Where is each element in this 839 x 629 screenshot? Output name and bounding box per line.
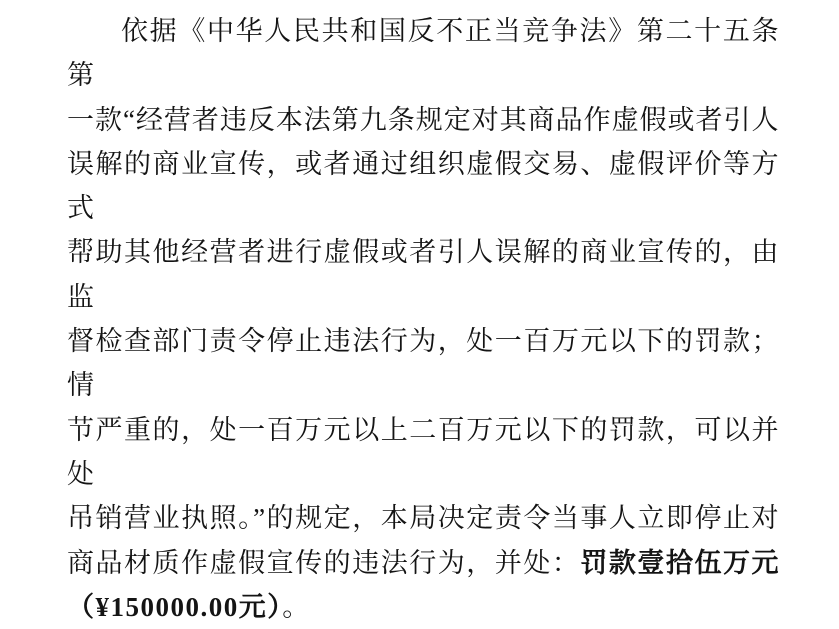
line-text: 帮助其他经营者进行虚假或者引人误解的商业宣传的，由监 (67, 237, 779, 312)
text-line-8 (67, 541, 779, 585)
paragraph-block (67, 9, 779, 629)
line-text: 一款“经营者违反本法第九条规定对其商品作虚假或者引人 (67, 104, 779, 135)
text-line-9 (67, 585, 779, 629)
text-line-5 (67, 319, 779, 408)
line-text: 吊销营业执照。”的规定，本局决定责令当事人立即停止对 (67, 503, 779, 534)
penalty-amount-text: 罚款壹拾伍万元 (580, 547, 779, 578)
line-text: 督检查部门责令停止违法行为，处一百万元以下的罚款；情 (67, 326, 779, 401)
text-line-4 (67, 230, 779, 319)
text-line-2 (67, 98, 779, 142)
penalty-amount-numeric: （¥150000.00元） (67, 591, 283, 622)
line-text: 。 (282, 591, 311, 622)
text-line-1 (67, 9, 779, 98)
text-line-7 (67, 496, 779, 540)
line-text: 误解的商业宣传，或者通过组织虚假交易、虚假评价等方式 (67, 148, 779, 224)
line-text: 节严重的，处一百万元以上二百万元以下的罚款，可以并处 (67, 414, 779, 489)
text-line-6 (67, 408, 779, 497)
line-text: 依据《中华人民共和国反不正当竞争法》第二十五条第 (67, 16, 779, 91)
text-line-3 (67, 142, 779, 231)
line-text: 商品材质作虚假宣传的违法行为，并处： (67, 547, 581, 578)
